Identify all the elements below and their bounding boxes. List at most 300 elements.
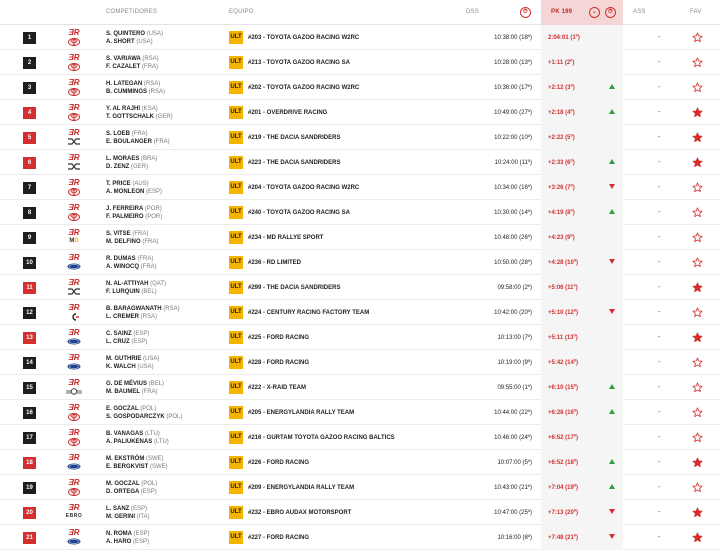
codriver-name[interactable] — [106, 264, 157, 270]
brand-logos — [63, 428, 85, 447]
car-brand-icon: ƎR — [68, 528, 80, 537]
driver-name[interactable] — [106, 81, 160, 87]
driver-name[interactable] — [106, 31, 163, 37]
table-row[interactable] — [0, 175, 720, 200]
codriver-name[interactable] — [106, 439, 169, 445]
driver-name[interactable] — [106, 281, 166, 287]
dss-time: 10:13:00 (7º) — [497, 335, 532, 341]
favorite-star-icon[interactable] — [692, 532, 703, 543]
position-badge: 20 — [23, 507, 36, 519]
driver-country: (ESP) — [131, 506, 148, 512]
driver-name-text: M. GOCZAL — [106, 481, 140, 487]
car-brand-icon: ƎR — [68, 203, 80, 212]
favorite-star-icon[interactable] — [692, 207, 703, 218]
driver-name-text: H. LATEGAN — [106, 81, 143, 87]
class-badge: ULT — [229, 156, 243, 169]
team-name[interactable]: #204 - TOYOTA GAZOO RACING W2RC — [248, 185, 360, 191]
codriver-country: (BEL) — [141, 289, 157, 295]
codriver-country: (GER) — [155, 114, 173, 120]
dss-time: 10:49:00 (27º) — [494, 110, 532, 116]
ass-value: - — [658, 484, 661, 491]
codriver-name[interactable] — [106, 164, 148, 170]
driver-name-text: N. ROMA — [106, 531, 132, 537]
codriver-country: (USA) — [137, 364, 154, 370]
team-name[interactable]: #226 - FORD RACING — [248, 460, 310, 466]
favorite-star-icon[interactable] — [692, 257, 703, 268]
table-row[interactable] — [0, 475, 720, 500]
arrow-up-icon — [609, 84, 615, 89]
car-brand-icon: ƎR — [68, 478, 80, 487]
ford-logo-icon — [67, 363, 81, 370]
team-name[interactable]: #225 - FORD RACING — [248, 335, 310, 341]
col-pk[interactable]: PK 199 — [551, 9, 573, 15]
toyota-logo-icon — [68, 188, 80, 196]
driver-country: (RSA) — [143, 81, 161, 87]
position-badge: 21 — [23, 532, 36, 544]
driver-country: (POL) — [141, 481, 158, 487]
driver-country: (POL) — [140, 406, 157, 412]
favorite-star-icon[interactable] — [692, 82, 703, 93]
table-row[interactable] — [0, 250, 720, 275]
timer-icon[interactable]: ⏱ — [605, 7, 616, 18]
favorite-star-icon[interactable] — [692, 132, 703, 143]
codriver-name-text: T. GOTTSCHALK — [106, 114, 154, 120]
codriver-country: (RSA) — [140, 314, 158, 320]
codriver-name[interactable] — [106, 539, 149, 545]
codriver-country: (FRA) — [153, 139, 170, 145]
team-name[interactable]: #219 - THE DACIA SANDRIDERS — [248, 135, 341, 141]
table-row[interactable] — [0, 275, 720, 300]
table-row[interactable] — [0, 300, 720, 325]
results-table — [0, 25, 720, 550]
codriver-name-text: M. BAUMEL — [106, 389, 140, 395]
codriver-name[interactable] — [106, 414, 182, 420]
ass-value: - — [658, 459, 661, 466]
car-brand-icon: ƎR — [68, 328, 80, 337]
codriver-country: (ESP) — [131, 339, 148, 345]
brand-logos — [63, 78, 85, 97]
pk-time: +5:06 (11º) — [548, 285, 578, 291]
team-name[interactable]: #213 - TOYOTA GAZOO RACING SA — [248, 60, 350, 66]
driver-name-text: G. DE MÉVIUS — [106, 381, 148, 387]
driver-country: (RSA) — [163, 306, 180, 312]
position-badge: 1 — [23, 32, 36, 44]
table-row[interactable] — [0, 125, 720, 150]
favorite-star-icon[interactable] — [692, 32, 703, 43]
favorite-star-icon[interactable] — [692, 232, 703, 243]
driver-name[interactable] — [106, 231, 148, 237]
codriver-country: (FRA) — [141, 389, 158, 395]
driver-name[interactable] — [106, 106, 158, 112]
codriver-country: (POR) — [145, 214, 163, 220]
arrow-up-icon — [609, 459, 615, 464]
codriver-country: (ESP) — [140, 489, 157, 495]
brand-logos — [63, 153, 85, 172]
car-brand-icon: ƎR — [68, 128, 80, 137]
brand-logos — [63, 103, 85, 122]
driver-name-text: L. SANZ — [106, 506, 130, 512]
class-badge: ULT — [229, 181, 243, 194]
codriver-name-text: F. LURQUIN — [106, 289, 140, 295]
driver-name[interactable] — [106, 431, 160, 437]
driver-country: (LTU) — [144, 431, 160, 437]
driver-name[interactable] — [106, 156, 157, 162]
car-brand-icon: ƎR — [68, 28, 80, 37]
team-name[interactable]: #216 - GURTAM TOYOTA GAZOO RACING BALTICS — [248, 435, 395, 441]
arrow-down-icon — [609, 309, 615, 314]
pk-time: +7:13 (20º) — [548, 510, 579, 516]
codriver-name[interactable] — [106, 114, 173, 120]
dss-time: 10:24:00 (11º) — [494, 160, 532, 166]
ford-logo-icon — [67, 338, 81, 345]
brand-logos — [63, 303, 85, 322]
driver-name[interactable] — [106, 181, 149, 187]
pk-time: +2:22 (5º) — [548, 135, 575, 141]
ford-logo-icon — [67, 538, 81, 545]
favorite-star-icon[interactable] — [692, 157, 703, 168]
arrow-up-icon — [609, 484, 615, 489]
favorite-star-icon[interactable] — [692, 407, 703, 418]
table-row[interactable] — [0, 400, 720, 425]
driver-country: (KSA) — [141, 106, 158, 112]
dss-time: 09:58:00 (2º) — [497, 285, 532, 291]
driver-name[interactable] — [106, 381, 164, 387]
driver-name-text: B. VANAGAS — [106, 431, 144, 437]
driver-name[interactable] — [106, 131, 148, 137]
table-row[interactable] — [0, 525, 720, 550]
arrow-up-icon — [609, 109, 615, 114]
team-name[interactable]: #227 - FORD RACING — [248, 535, 310, 541]
position-badge: 13 — [23, 332, 36, 344]
favorite-star-icon[interactable] — [692, 357, 703, 368]
toyota-logo-icon — [68, 63, 80, 71]
car-brand-icon: ƎR — [68, 153, 80, 162]
car-brand-icon: ƎR — [68, 303, 80, 312]
brand-logos — [63, 453, 85, 472]
brand-logos — [63, 353, 85, 372]
driver-name-text: N. AL-ATTIYAH — [106, 281, 149, 287]
favorite-star-icon[interactable] — [692, 482, 703, 493]
codriver-name[interactable] — [106, 389, 158, 395]
team-name[interactable]: #234 - MD RALLYE SPORT — [248, 235, 324, 241]
favorite-star-icon[interactable] — [692, 107, 703, 118]
dss-time: 09:55:00 (1º) — [497, 385, 532, 391]
favorite-star-icon[interactable] — [692, 457, 703, 468]
dacia-logo-icon — [67, 288, 81, 295]
class-badge: ULT — [229, 406, 243, 419]
position-badge: 5 — [23, 132, 36, 144]
class-badge: ULT — [229, 306, 243, 319]
driver-name[interactable] — [106, 56, 159, 62]
ass-value: - — [658, 34, 661, 41]
codriver-country: (ITA) — [136, 514, 150, 520]
driver-country: (FRA) — [132, 231, 149, 237]
table-row[interactable] — [0, 350, 720, 375]
table-row[interactable] — [0, 50, 720, 75]
codriver-name[interactable] — [106, 214, 162, 220]
driver-name[interactable] — [106, 356, 159, 362]
car-brand-icon: ƎR — [68, 428, 80, 437]
favorite-star-icon[interactable] — [692, 282, 703, 293]
driver-name[interactable] — [106, 206, 162, 212]
driver-name-text: M. GUTHRIE — [106, 356, 142, 362]
dss-time: 10:34:00 (16º) — [494, 185, 532, 191]
ass-value: - — [658, 209, 661, 216]
dss-time: 10:46:00 (24º) — [494, 435, 532, 441]
car-brand-icon: ƎR — [68, 228, 80, 237]
col-dss[interactable]: DSS — [466, 9, 479, 15]
team-name[interactable]: #201 - OVERDRIVE RACING — [248, 110, 328, 116]
class-badge: ULT — [229, 356, 243, 369]
codriver-name[interactable] — [106, 64, 158, 70]
driver-name[interactable] — [106, 306, 180, 312]
codriver-name[interactable] — [106, 289, 157, 295]
codriver-name[interactable] — [106, 464, 168, 470]
timer-icon[interactable]: ⏱ — [520, 7, 531, 18]
brand-logos — [63, 253, 85, 272]
table-header — [0, 0, 720, 25]
dss-time: 10:43:00 (21º) — [494, 485, 532, 491]
col-team: EQUIPO — [229, 9, 254, 15]
team-name[interactable]: #209 - ENERGYLANDIA RALLY TEAM — [248, 485, 355, 491]
arrow-down-icon — [609, 509, 615, 514]
codriver-name[interactable] — [106, 514, 150, 520]
favorite-star-icon[interactable] — [692, 332, 703, 343]
driver-name[interactable] — [106, 406, 156, 412]
codriver-name-text: L. CRUZ — [106, 339, 130, 345]
class-badge: ULT — [229, 431, 243, 444]
brand-logos — [63, 228, 85, 247]
class-badge: ULT — [229, 231, 243, 244]
car-brand-icon: ƎR — [68, 53, 80, 62]
codriver-name-text: L. CREMER — [106, 314, 139, 320]
class-badge: ULT — [229, 481, 243, 494]
team-name[interactable]: #224 - CENTURY RACING FACTORY TEAM — [248, 310, 370, 316]
ass-value: - — [658, 409, 661, 416]
driver-name[interactable] — [106, 481, 157, 487]
dss-time: 10:42:00 (20º) — [494, 310, 532, 316]
car-brand-icon: ƎR — [68, 178, 80, 187]
car-brand-icon: ƎR — [68, 103, 80, 112]
ass-value: - — [658, 184, 661, 191]
codriver-name[interactable] — [106, 339, 147, 345]
toyota-logo-icon — [68, 88, 80, 96]
codriver-name[interactable] — [106, 139, 170, 145]
codriver-name-text: B. CUMMINGS — [106, 89, 147, 95]
dss-time: 10:30:00 (14º) — [494, 210, 532, 216]
pk-time: 2:04:01 (1º) — [548, 35, 580, 41]
arrow-down-icon — [609, 184, 615, 189]
ass-value: - — [658, 434, 661, 441]
col-ass: ASS — [633, 9, 646, 15]
driver-name[interactable] — [106, 256, 153, 262]
driver-country: (POR) — [144, 206, 162, 212]
team-name[interactable]: #299 - THE DACIA SANDRIDERS — [248, 285, 341, 291]
ford-logo-icon — [67, 263, 81, 270]
arrow-up-icon — [609, 159, 615, 164]
codriver-country: (FRA) — [142, 64, 159, 70]
codriver-name-text: D. ZENZ — [106, 164, 130, 170]
codriver-name-text: E. BOULANGER — [106, 139, 153, 145]
table-row[interactable] — [0, 225, 720, 250]
driver-country: (QAT) — [150, 281, 167, 287]
team-name[interactable]: #228 - FORD RACING — [248, 360, 310, 366]
dss-time: 10:28:00 (13º) — [494, 60, 532, 66]
class-badge: ULT — [229, 106, 243, 119]
team-name[interactable]: #203 - TOYOTA GAZOO RACING W2RC — [248, 35, 360, 41]
driver-country: (BEL) — [148, 381, 165, 387]
driver-name[interactable] — [106, 456, 164, 462]
car-brand-icon: ƎR — [68, 353, 80, 362]
brand-logos — [63, 478, 85, 497]
col-competitors: COMPETIDORES — [106, 9, 158, 15]
class-badge: ULT — [229, 281, 243, 294]
driver-name-text: Y. AL RAJHI — [106, 106, 141, 112]
position-badge: 11 — [23, 282, 36, 294]
favorite-star-icon[interactable] — [692, 182, 703, 193]
class-badge: ULT — [229, 31, 243, 44]
codriver-country: (LTU) — [153, 439, 169, 445]
team-name[interactable]: #240 - TOYOTA GAZOO RACING SA — [248, 210, 350, 216]
team-name[interactable]: #236 - RD LIMITED — [248, 260, 302, 266]
codriver-name[interactable] — [106, 489, 157, 495]
favorite-star-icon[interactable] — [692, 507, 703, 518]
dss-time: 10:47:00 (25º) — [494, 510, 532, 516]
ebro-logo-icon: EBRO — [65, 513, 83, 519]
ass-value: - — [658, 134, 661, 141]
brand-logos — [63, 278, 85, 297]
pk-time: +6:28 (16º) — [548, 410, 579, 416]
driver-name-text: C. SAINZ — [106, 331, 132, 337]
team-name[interactable]: #223 - THE DACIA SANDRIDERS — [248, 160, 341, 166]
team-name[interactable]: #232 - EBRO AUDAX MOTORSPORT — [248, 510, 352, 516]
codriver-country: (RSA) — [148, 89, 166, 95]
codriver-name-text: A. PALIUKENAS — [106, 439, 153, 445]
favorite-star-icon[interactable] — [692, 307, 703, 318]
ford-logo-icon — [67, 463, 81, 470]
pk-time: +6:52 (18º) — [548, 460, 579, 466]
class-badge: ULT — [229, 331, 243, 344]
ass-value: - — [658, 534, 661, 541]
table-row[interactable] — [0, 375, 720, 400]
driver-country: (FRA) — [131, 131, 148, 137]
favorite-star-icon[interactable] — [692, 432, 703, 443]
arrow-down-icon — [609, 534, 615, 539]
codriver-name[interactable] — [106, 239, 158, 245]
brand-logos — [63, 378, 85, 397]
car-brand-icon: ƎR — [68, 378, 80, 387]
col-pk-header — [541, 0, 623, 25]
dss-time: 10:48:00 (26º) — [494, 235, 532, 241]
pk-time: +4:19 (8º) — [548, 210, 575, 216]
codriver-country: (FRA) — [142, 239, 159, 245]
favorite-star-icon[interactable] — [692, 57, 703, 68]
brand-logos — [63, 328, 85, 347]
pk-time: +5:11 (13º) — [548, 335, 578, 341]
team-name[interactable]: #222 - X-RAID TEAM — [248, 385, 307, 391]
codriver-name-text: A. HARO — [106, 539, 132, 545]
car-brand-icon: ƎR — [68, 78, 80, 87]
driver-name-text: M. EKSTRÖM — [106, 456, 145, 462]
driver-country: (AUS) — [132, 181, 149, 187]
driver-name-text: T. PRICE — [106, 181, 131, 187]
table-row[interactable] — [0, 150, 720, 175]
century-logo-icon — [68, 313, 80, 321]
driver-name-text: S. VARIAWA — [106, 56, 141, 62]
pk-time: +6:52 (17º) — [548, 435, 579, 441]
ass-value: - — [658, 59, 661, 66]
table-row[interactable] — [0, 200, 720, 225]
codriver-country: (ESP) — [133, 539, 150, 545]
codriver-name[interactable] — [106, 314, 157, 320]
pk-time: +5:42 (14º) — [548, 360, 579, 366]
class-badge: ULT — [229, 381, 243, 394]
codriver-name-text: S. GOSPODARCZYK — [106, 414, 165, 420]
ass-value: - — [658, 84, 661, 91]
class-badge: ULT — [229, 531, 243, 544]
codriver-name[interactable] — [106, 89, 165, 95]
pk-time: +2:12 (3º) — [548, 85, 575, 91]
ass-value: - — [658, 384, 661, 391]
table-row[interactable] — [0, 25, 720, 50]
table-row[interactable] — [0, 500, 720, 525]
dacia-logo-icon — [67, 138, 81, 145]
table-row[interactable] — [0, 75, 720, 100]
team-name[interactable]: #205 - ENERGYLANDIA RALLY TEAM — [248, 410, 355, 416]
codriver-name-text: M. GERINI — [106, 514, 136, 520]
table-row[interactable] — [0, 325, 720, 350]
pk-time: +2:18 (4º) — [548, 110, 575, 116]
position-badge: 4 — [23, 107, 36, 119]
class-badge: ULT — [229, 456, 243, 469]
ass-value: - — [658, 509, 661, 516]
driver-name[interactable] — [106, 531, 149, 537]
codriver-country: (GER) — [131, 164, 149, 170]
chevron-down-icon[interactable]: ⌄ — [589, 7, 600, 18]
codriver-name[interactable] — [106, 189, 162, 195]
position-badge: 19 — [23, 482, 36, 494]
toyota-logo-icon — [68, 438, 80, 446]
class-badge: ULT — [229, 256, 243, 269]
dss-time: 10:22:00 (10º) — [494, 135, 532, 141]
position-badge: 8 — [23, 207, 36, 219]
codriver-country: (FRA) — [140, 264, 157, 270]
driver-name[interactable] — [106, 331, 149, 337]
car-brand-icon: ƎR — [68, 278, 80, 287]
driver-country: (ESP) — [133, 331, 150, 337]
favorite-star-icon[interactable] — [692, 382, 703, 393]
brand-logos — [63, 128, 85, 147]
brand-logos — [63, 403, 85, 422]
dss-time: 10:50:00 (28º) — [494, 260, 532, 266]
position-badge: 10 — [23, 257, 36, 269]
brand-logos — [63, 503, 85, 522]
team-name[interactable]: #202 - TOYOTA GAZOO RACING W2RC — [248, 85, 360, 91]
codriver-name[interactable] — [106, 39, 153, 45]
table-row[interactable] — [0, 100, 720, 125]
codriver-name-text: M. DELFINO — [106, 239, 141, 245]
arrow-up-icon — [609, 384, 615, 389]
mini-logo-icon — [66, 388, 82, 395]
driver-country: (RSA) — [142, 56, 159, 62]
table-row[interactable] — [0, 425, 720, 450]
ass-value: - — [658, 159, 661, 166]
table-row[interactable] — [0, 450, 720, 475]
class-badge: ULT — [229, 56, 243, 69]
driver-country: (ESP) — [133, 531, 150, 537]
codriver-name[interactable] — [106, 364, 154, 370]
driver-name[interactable] — [106, 506, 147, 512]
